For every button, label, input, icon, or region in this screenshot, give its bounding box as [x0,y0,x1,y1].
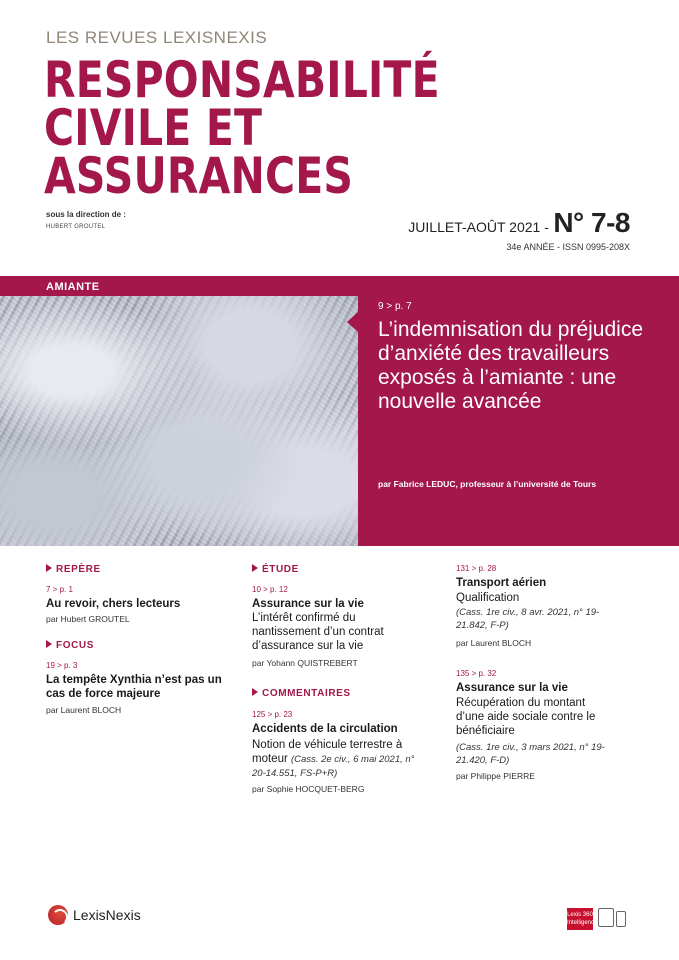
section-band [0,276,679,296]
section-heading-commentaires: COMMENTAIRES [252,688,351,699]
article-title[interactable]: Assurance sur la vie [252,598,364,610]
feature-page-ref: 9 > p. 7 [378,301,412,312]
article-ref: 7 > p. 1 [46,585,73,594]
lexis360-badge: Lexis 360 Intelligence [567,908,593,930]
article-title[interactable]: Accidents de la circulation [252,723,398,735]
journal-title-line: RESPONSABILITÉ [44,51,440,109]
journal-title-line: CIVILE ET [44,99,263,157]
issue-year: 34e ANNÉE - ISSN 0995-208X [506,242,630,252]
article-ref: 19 > p. 3 [46,661,78,670]
article-ref: 10 > p. 12 [252,585,288,594]
article-author: par Laurent BLOCH [46,705,122,715]
direction-label: sous la direction de : [46,210,127,219]
article-title[interactable]: Au revoir, chers lecteurs [46,598,181,610]
triangle-icon [46,564,52,572]
article-subtitle: Notion de véhicule terrestre à moteur (Cass. 2e civ., 6 mai 2021, n° 20-14.551, FS-P+R) [252,739,415,779]
triangle-icon [252,564,258,572]
issue-info [408,207,630,239]
article-ref: 125 > p. 23 [252,710,293,719]
asbestos-photo [0,296,358,546]
article-ref: 135 > p. 32 [456,669,497,678]
section-heading-etude: ÉTUDE [252,564,299,575]
feature-author: par Fabrice LEDUC, professeur à l’université de Tours [378,479,597,489]
article-title[interactable]: Transport aérien [456,577,547,589]
devices-icon [598,908,628,927]
article-author: par Philippe PIERRE [456,771,535,781]
article-title[interactable]: La tempête Xynthia n’est pas un cas de force majeure [46,674,222,700]
article-subtitle: L’intérêt confirmé du nantissement d’un contrat d’assurance sur la vie [252,612,384,652]
issue-number: N° 7-8 [553,207,630,238]
section-heading-focus: FOCUS [46,640,94,651]
article-citation: (Cass. 2e civ., 6 mai 2021, n° 20-14.551, FS-P+R) [252,754,415,779]
director-name: HUBERT GROUTEL [46,224,106,230]
feature-title[interactable]: L’indemnisation du préjudice d’anxiété des travailleurs exposés à l’amiante : une nouvelle avancée [378,318,644,413]
article-subtitle: Qualification [456,592,520,604]
tablet-icon [598,908,614,927]
logo-text: LexisNexis [73,907,141,923]
series-name: LES REVUES LEXISNEXIS [46,28,268,47]
article-author: par Sophie HOCQUET-BERG [252,784,365,794]
phone-icon [616,911,626,927]
triangle-icon [252,688,258,696]
lexisnexis-logo [48,905,141,925]
issue-date: JUILLET-AOÛT 2021 - [408,219,549,235]
section-heading-repere: REPÈRE [46,564,101,575]
section-band-label: AMIANTE [46,281,100,293]
lexisnexis-logo-icon [48,905,68,925]
article-author: par Yohann QUISTREBERT [252,658,358,668]
triangle-icon [46,640,52,648]
article-author: par Laurent BLOCH [456,638,532,648]
journal-title-line: ASSURANCES [44,147,354,205]
article-ref: 131 > p. 28 [456,564,497,573]
article-subtitle: Récupération du montant d’une aide sociale contre le bénéficiaire [456,697,596,737]
article-author: par Hubert GROUTEL [46,614,130,624]
feature-notch [347,311,359,333]
journal-title [44,51,440,205]
article-citation: (Cass. 1re civ., 3 mars 2021, n° 19-21.420, F-D) [456,742,605,766]
article-title[interactable]: Assurance sur la vie [456,682,568,694]
article-citation: (Cass. 1re civ., 8 avr. 2021, n° 19-21.842, F-P) [456,607,600,631]
